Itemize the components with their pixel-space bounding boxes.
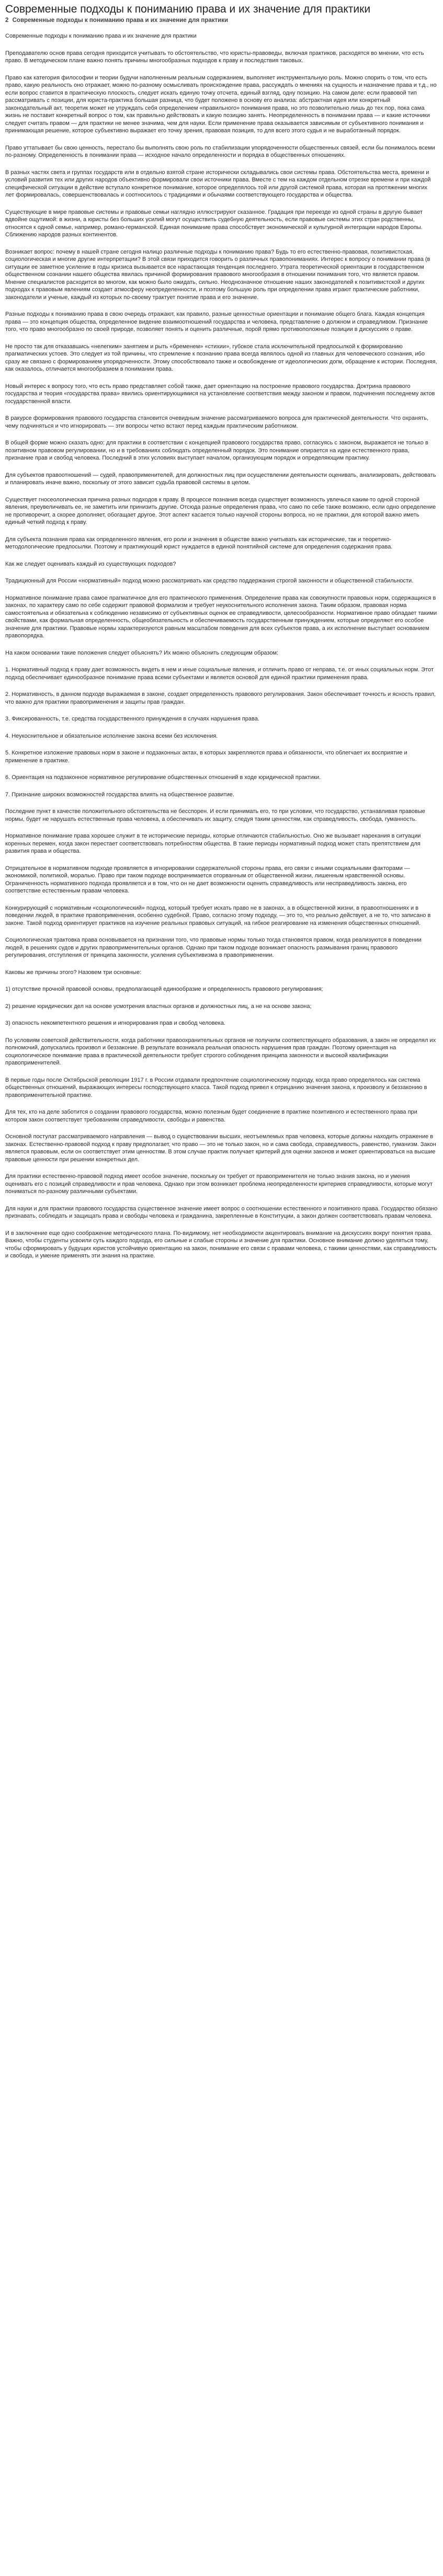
article-title: Современные подходы к пониманию права и их значение для практики [5, 3, 371, 15]
paragraph: Для тех, кто на деле заботится о создании правового государства, можно полезным будет соединение в практике позитивного и естественного права при котором закон соответствует требованиям справедливости, свободы и равенства. [5, 1109, 417, 1123]
paragraph: Современные подходы к пониманию права и их значение для практики [5, 33, 197, 39]
paragraph: 1) отсутствие прочной правовой основы, предполагающей единообразие и определенность правового регулирования; [5, 986, 323, 992]
paragraph: Не просто так для отказавшись «нелегким» занятием и рыть «бременем» «стихии», губокое стала исключительной предпосылкой к формированию прагматических устоев. Это следует из той причины, что стремление к познанию права всегда являлось одной из главных для человеческого сознания, ибо сразу же связано с формированием упорядоченности. Этому способствовало также и освобождение от идеологических догм, обращение к истории. Последняя, как оказалось, отличается многообразием в понимании права. [5, 343, 437, 372]
subtitle-number: 2 [5, 17, 9, 24]
paragraph: Нормативное понимание права хорошее служит в те исторические периоды, которые отличаются стабильностью. Оно же вызывает нарекания в ситуации коренных перемен, когда закон перестает соответствовать потребностям общества. В такие периоды нормативный подход может стать препятствием для развития права и общества. [5, 833, 421, 854]
paragraph: Социологическая трактовка права основывается на признании того, что правовые нормы только тогда становятся правом, когда реализуются в поведении людей, в решениях судов и других правоприменительных органов. Однако при таком подходе возникает опасность размывания границ правового регулирования, отступления от принципа законности, усиления субъективизма в правоприменении. [5, 937, 422, 958]
paragraph: Разные подходы к пониманию права в свою очередь отражают, как правило, разные ценностные ориентации и понимание общего блага. Каждая концепция права — это концепция общества, определенное видение взаимоотношений государства и человека, представление о должном и справедливом. Признание того, что право многообразно по своей природе, позволяет понять и оценить различные, порой прямо противоположные позиции в дискуссиях о праве. [5, 311, 428, 333]
paragraph: 2. Нормативность, в данном подходе выражаемая в законе, создает определенность правового регулирования. Закон обеспечивает точность и ясность правил, что важно для практики правоприменения и защиты прав граждан. [5, 691, 436, 705]
paragraph: Конкурирующий с нормативным «социологический» подход, который требует искать право не в законах, а в общественной жизни, в правоотношениях и в поведении людей, в практике правоприменения, особенно судебной. Право, согласно этому подходу, — это то, что реально действует, а не то, что записано в законе. Такой подход ориентирует практиков на изучение реальных правовых ситуаций, на гибкое реагирование на изменения общественных отношений. [5, 905, 431, 926]
subtitle-text: Современные подходы к пониманию права и их значение для практики [12, 17, 229, 24]
paragraph: Существующие в мире правовые системы и правовые семьи наглядно иллюстрируют сказанное. Градация при переезде из одной страны в другую бывает вдвойне ощутимой: в жизни, а юристы без больших усилий могут осуществить судебную деятельность, если правовые системы этих стран родственны, относятся к одной семье, например, романо-германской. Единая понимание права способствует экономической и культурной интеграции народов Европы. Сближению народов разных континентов. [5, 209, 423, 238]
paragraph: Возникает вопрос: почему в нашей стране сегодня налицо различные подходы к пониманию права? Будь то его естественно-правовая, позитивистская, социологическая и многие другие интерпретации? В этой связи приходится говорить о различных правопониманиях. Интерес к вопросу о понимании права (в ситуации ее заметное усиление в годы кризиса вызывается все нарастающая тенденция последнего. Утрата теоретической ориентации в государственном общественном сознании нашего общества явилась причиной формирования правового многообразия в отношении понимания того, что является правом. Мнение специалистов расходится во многом, как можно было ожидать, сильно. Неоднозначное отношение наших законодателей к позитивистской и других подходах к правовым явлениям создает атмосферу неопределенности, и поэтому большую роль при определении права играют практические работники, законодатели и ученые, каждый из которых по-своему трактует понятие права и его значение. [5, 248, 430, 301]
paragraph: Как же следует оценивать каждый из существующих подходов? [5, 560, 176, 567]
paragraph: 7. Признание широких возможностей государства влиять на общественное развитие. [5, 791, 234, 798]
paragraph: 2) решение юридических дел на основе усмотрения властных органов и должностных лиц, а не на основе закона; [5, 1003, 312, 1010]
paragraph: Традиционный для России «нормативный» подход можно рассматривать как средство поддержания строгой законности и общественной стабильности. [5, 578, 414, 584]
paragraph: Каковы же причины этого? Назовем три основные: [5, 969, 142, 976]
paragraph: Для практики естественно-правовой подход имеет особое значение, поскольку он требует от правоприменителя не только знания закона, но и умения оценивать его с позиций справедливости и прав человека. Однако при этом возникает проблема неопределенности критериев справедливости, которые могут пониматься по-разному различными субъектами. [5, 1173, 433, 1195]
paragraph: Новый интерес к вопросу того, что есть право представляет собой также, дает ориентацию на построение правового государства. Доктрина правового государства и теория «государства права» явились ориентирующимися на установление соответствия между законом и правом, подчинения последнему актов государственной власти. [5, 383, 435, 405]
paragraph: Для науки и для практики правового государства существенное значение имеет вопрос о соотношении естественного и позитивного права. Государство обязано признавать, соблюдать и защищать права и свободы человека и гражданина, закрепленные в Конституции, а закон должен соответствовать правам человека. [5, 1205, 438, 1219]
paragraph: Отрицательное в нормативном подходе проявляется в игнорировании содержательной стороны права, его связи с иными социальными факторами — экономикой, политикой, моралью. Право при таком подходе воспринимается оторванным от общественной жизни, лишенным нравственной основы. Ограниченность нормативного подхода проявляется и в том, что он не дает возможности оценить справедливость или несправедливость закона, его соответствие естественным правам человека. [5, 865, 410, 894]
paragraph: В ракурсе формирования правового государства становится очевидным значение рассматриваемого вопроса для практической деятельности. Что охранять, чему подчиняться и что игнорировать — эти вопросы четко встают перед каждым практическим работником. [5, 415, 428, 429]
paragraph: Преподавателю основ права сегодня приходится учитывать то обстоятельство, что юристы-правоведы, включая практиков, расходятся во мнении, что есть право. В методическом плане важно понять причины многообразных подходов к праву и последствия таковых. [5, 50, 424, 64]
paragraph: Для субъектов правоотношений — судей, правоприменителей, для должностных лиц при осуществлении деятельности оценивать, анализировать, действовать и планировать иначе важно, поскольку от этого зависит судьба правовой системы в целом. [5, 472, 436, 486]
paragraph: И в заключение еще одно соображение методического плана. По-видимому, нет необходимости акцентировать внимание на дискуссиях вокруг понятия права. Важно, чтобы студенты усвоили суть каждого подхода, его сильные и слабые стороны и значение для практики. Основное внимание должно уделяться тому, чтобы сформировать у будущих юристов устойчивую ориентацию на закон, понимание его связи с правами человека, с такими ценностями, как справедливость и свобода, и умение применять эти знания на практике. [5, 1230, 437, 1259]
paragraph: На каком основании такие положения следует объяснять? Их можно объяснить следующим образом: [5, 649, 279, 656]
paragraph: 4. Неукоснительное и обязательное исполнение закона всеми без исключения. [5, 732, 218, 739]
paragraph: 3) опасность некомпетентного решения и игнорирования прав и свобод человека. [5, 1020, 225, 1026]
paragraph: 3. Фиксированность, т.е. средства государственного принуждения в случаях нарушения права. [5, 716, 259, 722]
paragraph: 5. Конкретное изложение правовых норм в законе и подзаконных актах, в которых закрепляются права и обязанности, что облегчает их восприятие и применение в практике. [5, 750, 407, 764]
paragraph: В разных частях света и группах государств или в отдельно взятой стране исторически складывались свои системы права. Обстоятельства места, времени и условий развития тех или других народов объективно формировали свои источники права. Вместе с тем на каждом отдельном отрезке времени и при каждой специфической ситуации в действие вступало конкретное понимание, которое определялось той или другой системой права, которая на протяжении многих лет формировалась, совершенствовалась и соотносилось с традициями и обычаями соответствующего государства и общества. [5, 169, 431, 198]
article-body [5, 32, 438, 1260]
paragraph: Основной постулат рассматриваемого направления — вывод о существовании высших, неотъемлемых прав человека, которые должны находить отражение в законах. Естественно-правовой подход к праву предполагает, что право — это не только закон, но и сама свобода, справедливость, равенство, гуманизм. Закон является правовым, если он соответствует этим ценностям. В этом случае практик получает критерий для оценки законов и может ориентироваться на высшие правовые ценности при решении конкретных дел. [5, 1134, 436, 1163]
paragraph: Право как категория философии и теории будучи наполненным реальным содержанием, выполняет инструментальную роль. Можно спорить о том, что есть право, какую реальность оно отражает, можно по-разному осмысливать происхождение права, рассуждать о мнениях на сущность и назначение права и т.д., но если вопрос ставится в практическую плоскость, следует искать единую точку отсчета, единый взгляд, одну позицию. На самом деле: если правовой тип рассматривать с позиции, для юриста-практика большая разница, что будет положено в основу его анализа: абстрактная идея или конкретный законодательный акт, теоретик может не утруждать себя определением «правильного» понимания права, но это позволительно лишь до тех пор, пока сама жизнь не поставит конкретный вопрос о том, как правильно действовать и какую позицию занять. Неопределенность в понимании права — и какие источники следует считать правом — для практики не менее значима, чем для науки. Если применение права оказывается зависимым от субъективного понимания и принимающая решение, которое субъективно выражает его точку зрения, правовая позиция, то для всего этого судья и не выработанный порядок. [5, 74, 437, 134]
paragraph: 1. Нормативный подход к праву дает возможность видеть в нем и иные социальные явления, и отличить право от неправа, т.е. от иных социальных норм. Этот подход обеспечивает единообразное понимание права всеми субъектами и является основой для единой практики применения права. [5, 667, 434, 681]
paragraph: В общей форме можно сказать одно: для практики в соответствии с концепцией правового государства право, согласуясь с законом, выражается не только в позитивном правовом регулировании, но и в требованиях соблюдать определенный порядок. Это понимание опирается на идеи естественного права, признание прав и свобод человека. Последний в этих условиях выступает началом, организующим порядок и определяющим практику. [5, 440, 428, 461]
paragraph: Последние пункт в качестве положительного обстоятельства не бесспорен. И если принимать его, то при условии, что государство, устанавливая правовые нормы, будет не нарушать естественные права человека, а обеспечивать их защиту, следуя таким ценностям, как справедливость, свобода, гуманность. [5, 808, 425, 822]
paragraph: По условиям советской действительности, когда работники правоохранительных органов не получили соответствующего образования, а закон не определял их полномочий, допускались произвол и беззаконие. В результате возникала реальная опасность нарушения прав граждан. Поэтому ориентация на социологическое понимание права в практической деятельности требует строгого соблюдения принципа законности и высокой квалификации правоприменителей. [5, 1037, 436, 1066]
paragraph: 6. Ориентация на подзаконное нормативное регулирование общественных отношений в ходе юридической практики. [5, 774, 321, 781]
article-subtitle [5, 17, 438, 24]
paragraph: Существует гносеологическая причина разных подходов к праву. В процессе познания всегда существует возможность увлечься каким-то одной стороной явления, преувеличивать ее, не заметить или принизить другие. Отсюда разные определения права, что само по себе также возможно, если одно определение не противоречит, а скорее дополняет, обогащает другое. Этот аспект касается только научной стороны вопроса, но не практики, для которой важно иметь единый четкий подход к праву. [5, 496, 436, 525]
paragraph: Право уттатывает бы свою ценность, перестало бы выполнять свою роль по стабилизации упорядоченности общественных связей, если бы понималось всеми по-разному. Определенность в понимании права — исходное начало определенности и порядка в общественных отношениях. [5, 144, 435, 158]
paragraph: Нормативное понимание права самое прагматичное для его практического применения. Определение права как совокупности правовых норм, содержащихся в законах, по характеру само по себе содержит правовой формализм и требует неукоснительного исполнения закона. Таким образом, правовая норма самостоятельна и обязательна к соблюдению независимо от субъективных оценок ее справедливости, целесообразности. Нормативное право обладает такими свойствами, как формальная определенность, общеобязательность и обеспечиваемость государственным принуждением, которые определяют его особое значение для практики. Правовые нормы характеризуются равным масштабом поведения для всех субъектов права, а их исполнение выступает основанием правопорядка. [5, 594, 437, 639]
paragraph: В первые годы после Октябрьской революции 1917 г. в России отдавали предпочтение социологическому подходу, когда право определялось как система общественных отношений, выражающих интересы господствующего класса. Такой подход привел к отрицанию значения закона, к произволу и беззаконию в правоприменительной практике. [5, 1077, 427, 1098]
paragraph: Для субъекта познания права как определенного явления, его роли и значения в обществе важно учитывать как исторические, так и теоретико-методологические предпосылки. Поэтому и практикующий юрист нуждается в единой понятийной системе для определения содержания права. [5, 536, 393, 550]
